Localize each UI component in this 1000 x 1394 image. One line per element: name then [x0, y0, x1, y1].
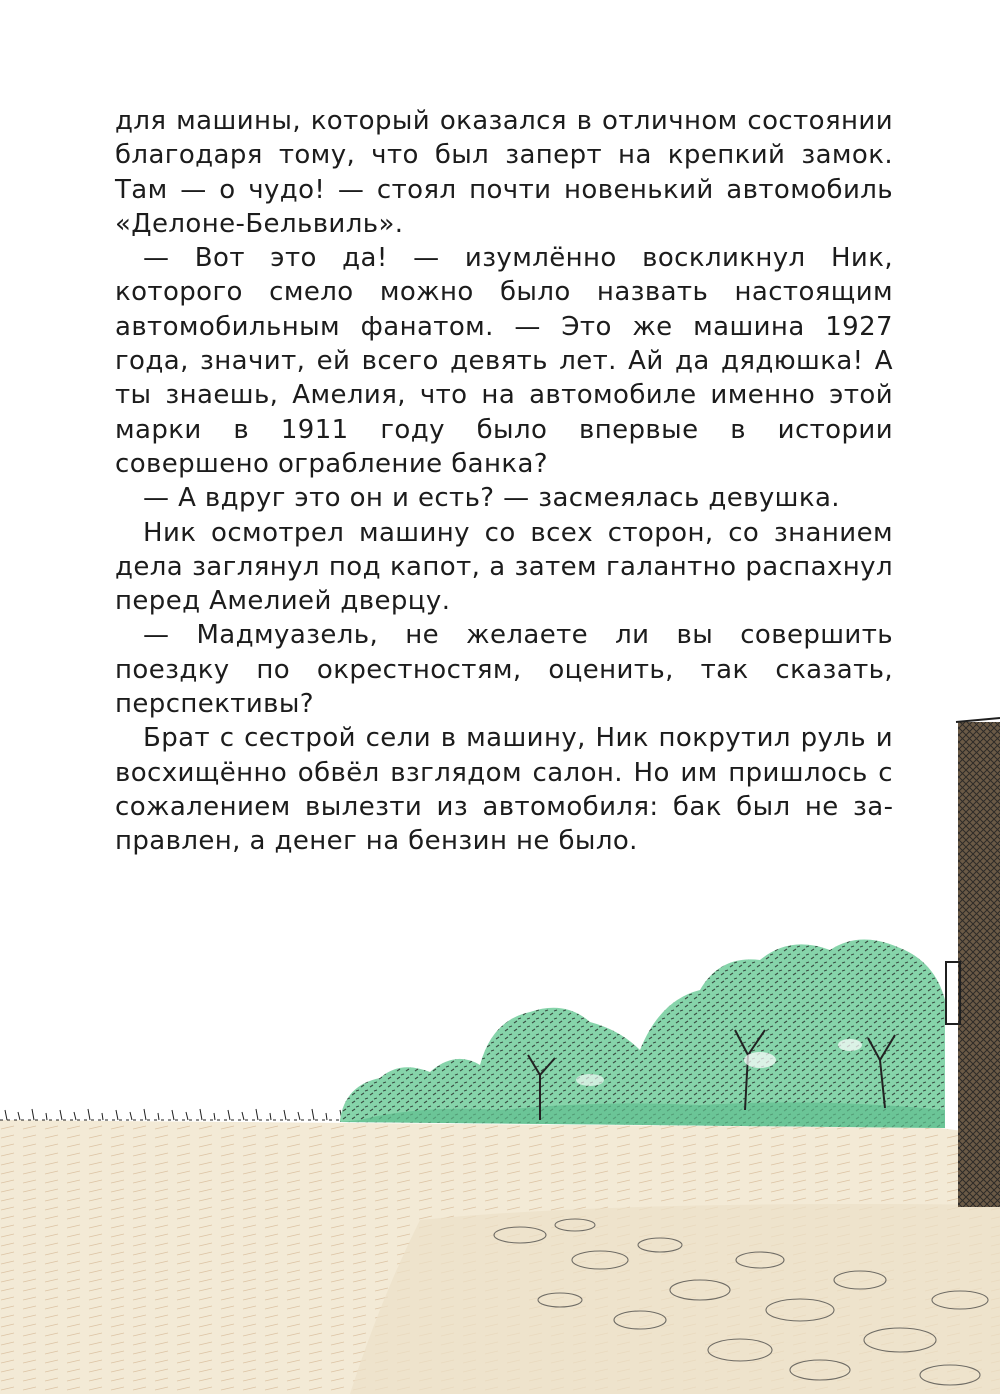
tree-line — [340, 939, 945, 1128]
ground — [0, 1120, 1000, 1394]
paragraph-nick-exclaims: — Вот это да! — изумлённо воскликнул Ник, которого смело можно было назвать настоящим автомобильным фанатом. — Это же машина 1927 года, значит, ей всего девять лет. Ай да дядюшка! А ты знаешь, Амелия, что на автомобиле именно этой марки в 1911 году было впервые в истории совершено ограбление банка? — [115, 243, 893, 479]
paragraph-garage: для машины, который оказался в отличном состоянии благодаря тому, что был заперт на крепкий замок. Там — о чудо! — стоял почти новенький автомобиль «Делоне-Бельвиль». — [115, 106, 893, 239]
paragraph-mademoiselle: — Мадмуазель, не желаете ли вы совершить поездку по окрестностям, оценить, так сказать, перспективы? — [115, 620, 893, 720]
paragraph-no-fuel: Брат с сестрой сели в машину, Ник покрутил руль и восхищённо обвёл взглядом салон. Но им пришлось с сожалением вылезти из автомобиля: бак был не заправлен, а денег на бензин не было. — [115, 723, 893, 857]
grass-line — [0, 1109, 350, 1120]
paragraph-girl-laughs: — А вдруг это он и есть? — засмеялась девушка. — [143, 483, 840, 514]
landscape-illustration — [0, 700, 1000, 1394]
paragraph-nick-inspects: Ник осмотрел машину со всех сторон, со знанием дела заглянул под капот, а затем галантно распахнул перед Амелией дверцу. — [115, 517, 893, 617]
